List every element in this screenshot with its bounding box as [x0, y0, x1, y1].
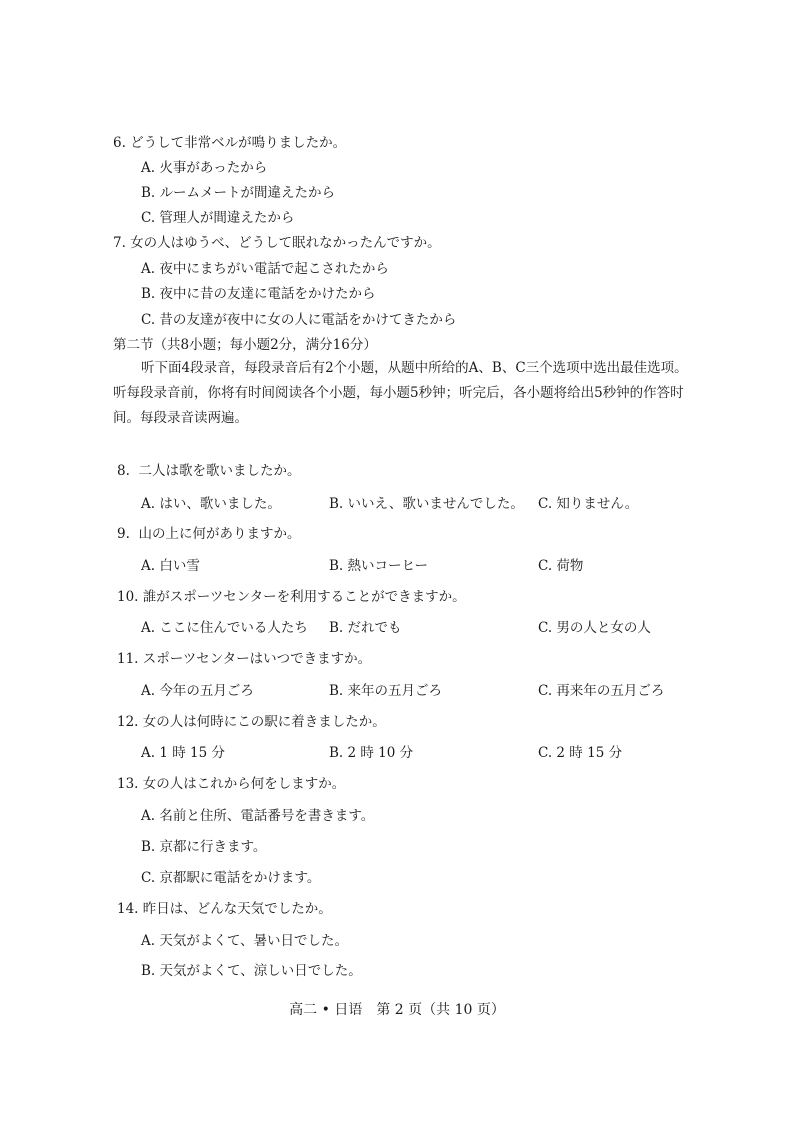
q9-option-a: A. 白い雪 — [141, 558, 200, 574]
q7-option-b: B. 夜中に昔の友達に電話をかけたから — [141, 286, 376, 302]
q6-option-a: A. 火事があったから — [141, 160, 268, 176]
question-14: 14. 昨日は、どんな天気でしたか。 — [117, 901, 332, 917]
q9-option-c: C. 荷物 — [538, 558, 584, 574]
page-footer: 高二 • 日语 第 2 页（共 10 页） — [289, 1002, 505, 1018]
q9-option-b: B. 熱いコーヒー — [329, 558, 428, 574]
question-9: 9. 山の上に何がありますか。 — [117, 526, 301, 542]
q10-option-c: C. 男の人と女の人 — [538, 620, 651, 636]
q7-option-a: A. 夜中にまちがい電話で起こされたから — [141, 261, 389, 277]
q10-option-b: B. だれでも — [329, 620, 402, 636]
q8-option-c: C. 知りません。 — [538, 496, 639, 512]
question-6: 6. どうして非常ベルが鳴りましたか。 — [113, 135, 347, 151]
q7-option-c: C. 昔の友達が夜中に女の人に電話をかけてきたから — [141, 312, 457, 328]
q12-option-a: A. 1 時 15 分 — [141, 745, 225, 761]
q11-option-b: B. 来年の五月ごろ — [329, 683, 443, 699]
q14-option-a: A. 天気がよくて、暑い日でした。 — [141, 933, 349, 949]
q6-option-b: B. ルームメートが間違えたから — [141, 185, 336, 201]
question-12: 12. 女の人は何時にこの駅に着きましたか。 — [117, 714, 386, 730]
q12-option-c: C. 2 時 15 分 — [538, 745, 623, 761]
q11-option-c: C. 再来年の五月ごろ — [538, 683, 665, 699]
q11-option-a: A. 今年の五月ごろ — [141, 683, 254, 699]
question-11: 11. スポーツセンターはいつできますか。 — [117, 651, 372, 667]
question-8: 8. 二人は歌を歌いましたか。 — [117, 463, 301, 479]
q13-option-c: C. 京都駅に電話をかけます。 — [141, 870, 321, 886]
q14-option-b: B. 天気がよくて、涼しい日でした。 — [141, 963, 362, 979]
q10-option-a: A. ここに住んでいる人たち — [141, 620, 308, 636]
question-10: 10. 誰がスポーツセンターを利用することができますか。 — [117, 589, 466, 605]
section-heading: 第二节（共8小题；每小题2分，满分16分） — [113, 337, 377, 353]
q13-option-b: B. 京都に行きます。 — [141, 839, 267, 855]
q13-option-a: A. 名前と住所、電話番号を書きます。 — [141, 808, 375, 824]
q12-option-b: B. 2 時 10 分 — [329, 745, 414, 761]
question-13: 13. 女の人はこれから何をしますか。 — [117, 776, 346, 792]
q8-option-a: A. はい、歌いました。 — [141, 496, 281, 512]
q8-option-b: B. いいえ、歌いませんでした。 — [329, 496, 524, 512]
q6-option-c: C. 管理人が間違えたから — [141, 210, 295, 226]
section-instructions: 听下面4段录音，每段录音后有2个小题，从题中所给的A、B、C三个选项中选出最佳选项。听每段录音前，你将有时间阅读各个小题，每小题5秒钟；听完后，各小题将给出5秒钟的作答时间。每段录音读两遍。 — [113, 360, 688, 426]
question-7: 7. 女の人はゆうべ、どうして眠れなかったんですか。 — [113, 235, 441, 251]
